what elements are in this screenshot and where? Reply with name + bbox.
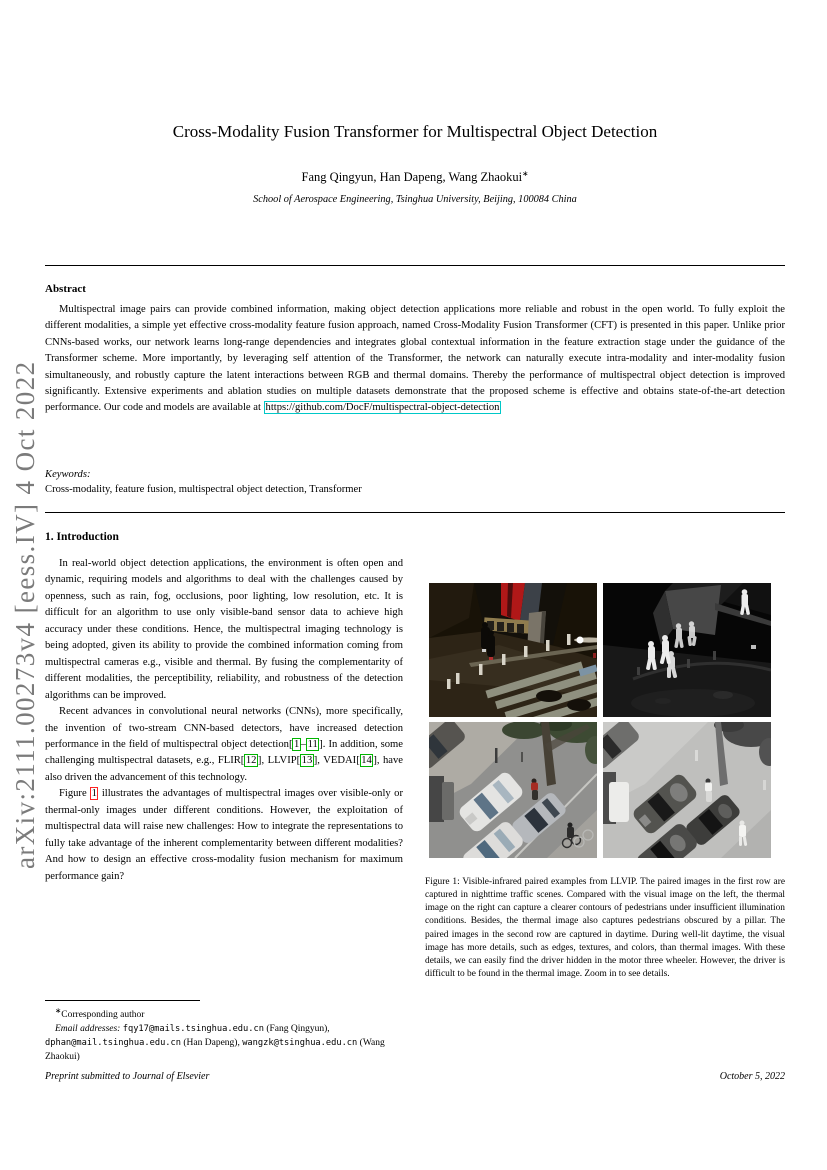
footnote: [45, 1004, 403, 1064]
text-segment: ]. In addition, some challenging multispectral datasets, e.g., FLIR[: [45, 738, 403, 767]
text-segment: Recent advances in convolutional neural networks (CNNs), more specifically, the invention of two-stream CNN-based detectors, have increased detection performance in the field of multispectral object detection[: [45, 706, 403, 750]
corresponding-author-note: [45, 1004, 403, 1023]
authors-line: [45, 169, 785, 185]
keywords-list: Cross-modality, feature fusion, multispectral object detection, Transformer: [45, 484, 362, 495]
intro-paragraph-2: [45, 704, 403, 786]
figure-ref[interactable]: 1: [91, 788, 97, 800]
text-segment: (Han Dapeng),: [181, 1037, 243, 1048]
text-segment: ], VEDAI[: [313, 755, 360, 767]
text-segment: Email addresses:: [55, 1023, 123, 1034]
text-segment: ], have also driven the advancement of this technology.: [45, 755, 403, 783]
figure1-photo-day-visible: [429, 722, 597, 858]
text-segment: ], LLVIP[: [257, 755, 301, 767]
text-segment: –: [300, 738, 307, 750]
section-heading-introduction: 1. Introduction: [45, 531, 119, 543]
text-segment: wangzk@tsinghua.edu.cn: [242, 1037, 358, 1048]
text-segment: fqy17@mails.tsinghua.edu.cn: [122, 1023, 264, 1034]
arxiv-watermark: arXiv:2111.00273v4 [eess.IV] 4 Oct 2022: [10, 360, 40, 869]
text-segment: (Fang Qingyun),: [263, 1023, 330, 1034]
affiliation: School of Aerospace Engineering, Tsinghua University, Beijing, 100084 China: [253, 194, 577, 205]
figure1-photo-night-visible: [429, 583, 597, 717]
left-column: [45, 531, 403, 885]
citation-ref[interactable]: 13: [301, 755, 313, 767]
abstract-text: [45, 302, 785, 417]
citation-ref[interactable]: 1: [293, 738, 300, 750]
corresponding-author-mark: ∗: [522, 169, 529, 178]
authors-names: Fang Qingyun, Han Dapeng, Wang Zhaokui: [301, 170, 523, 185]
text-segment: Corresponding author: [61, 1010, 145, 1021]
intro-paragraph-3: [45, 786, 403, 885]
figure1-caption: Figure 1: Visible-infrared paired examples from LLVIP. The paired images in the first row are captured in nighttime traffic scenes. Compared with the visual image on the left, the thermal image on the right can capture a clearer contours of pedestrians under insufficient illumination conditions. Besides, the thermal image also captures pedestrians obscured by a pillar. The paired images in the second row are captured in daytime. During well-lit daytime, the visual image has more details, such as edges, textures, and colors, than thermal images. With these details, we can easily find the driver hidden in the motor three wheeler. However, the driver is difficult to be found in the thermal image. Zoom in to see details.: [425, 877, 785, 980]
text-segment: dphan@mail.tsinghua.edu.cn: [45, 1037, 181, 1048]
text-segment: illustrates the advantages of multispectral images over visible-only or thermal-only images under different conditions. However, the exploitation of multispectral data will raise new challenges: How to integrate the representations to fully take advantage of the inherent complementarity between different modalities? And how to design an effective cross-modality fusion mechanism for maximum performance gain?: [45, 788, 403, 882]
text-segment: Multispectral image pairs can provide combined information, making object detection applications more reliable and robust in the open world. To fully exploit the different modalities, a simple yet effective cross-modality feature fusion approach, named Cross-Modality Fusion Transformer (CFT) is presented in this paper. Unlike prior CNNs-based works, our network learns long-range dependencies and integrates global contextual information in the feature extraction stage under the guidance of the Transformer scheme. More importantly, by leveraging self attention of the Transformer, the network can naturally execute intra-modality and inter-modality fusion simultaneously, and robustly capture the latent interactions between RGB and thermal domains. Thereby the performance of multispectral object detection is improved significantly. Extensive experiments and ablation studies on multiple datasets demonstrate that the proposed scheme is effective and obtains state-of-the-art detection performance. Our code and models are available at: [45, 304, 785, 414]
abstract-heading: Abstract: [45, 283, 86, 295]
top-divider: [45, 265, 785, 266]
citation-ref[interactable]: 14: [361, 755, 372, 767]
figure1-photo-day-thermal: [603, 722, 771, 858]
mid-divider: [45, 512, 785, 513]
preprint-note: Preprint submitted to Journal of Elsevier: [45, 1071, 210, 1082]
text-segment: Figure: [59, 788, 91, 800]
email-addresses: [45, 1023, 403, 1064]
github-link[interactable]: https://github.com/DocF/multispectral-object-detection: [265, 402, 500, 414]
intro-paragraph-1: In real-world object detection applications, the environment is often open and dynamic, requiring models and algorithms to deal with the challenges caused by openness, such as rain, fog, occlusions, poor lighting, low resolution, etc. It is difficult for an algorithm to use only visible-band sensor data to achieve high accuracy under these conditions. Hence, the multispectral imaging technology is being adopted, given its ability to provide the combined information coming from multispectral cameras e.g., visible and thermal. By fusing the complementarity of different modalities, the perceptibility, reliability, and robustness of the detection algorithms can be improved.: [45, 558, 403, 701]
figure1-photo-night-thermal: [603, 583, 771, 717]
keywords-label: Keywords:: [45, 469, 91, 480]
paper-title: Cross-Modality Fusion Transformer for Multispectral Object Detection: [172, 122, 658, 141]
citation-ref[interactable]: 11: [307, 738, 318, 750]
text-segment: (Wang Zhaokui): [45, 1037, 385, 1062]
text-segment: ∗: [55, 1006, 62, 1015]
figure1-image-grid: [429, 583, 771, 858]
footnote-divider: [45, 1000, 200, 1001]
page-footer: [45, 1071, 785, 1082]
citation-ref[interactable]: 12: [245, 755, 257, 767]
date-stamp: October 5, 2022: [719, 1071, 785, 1082]
